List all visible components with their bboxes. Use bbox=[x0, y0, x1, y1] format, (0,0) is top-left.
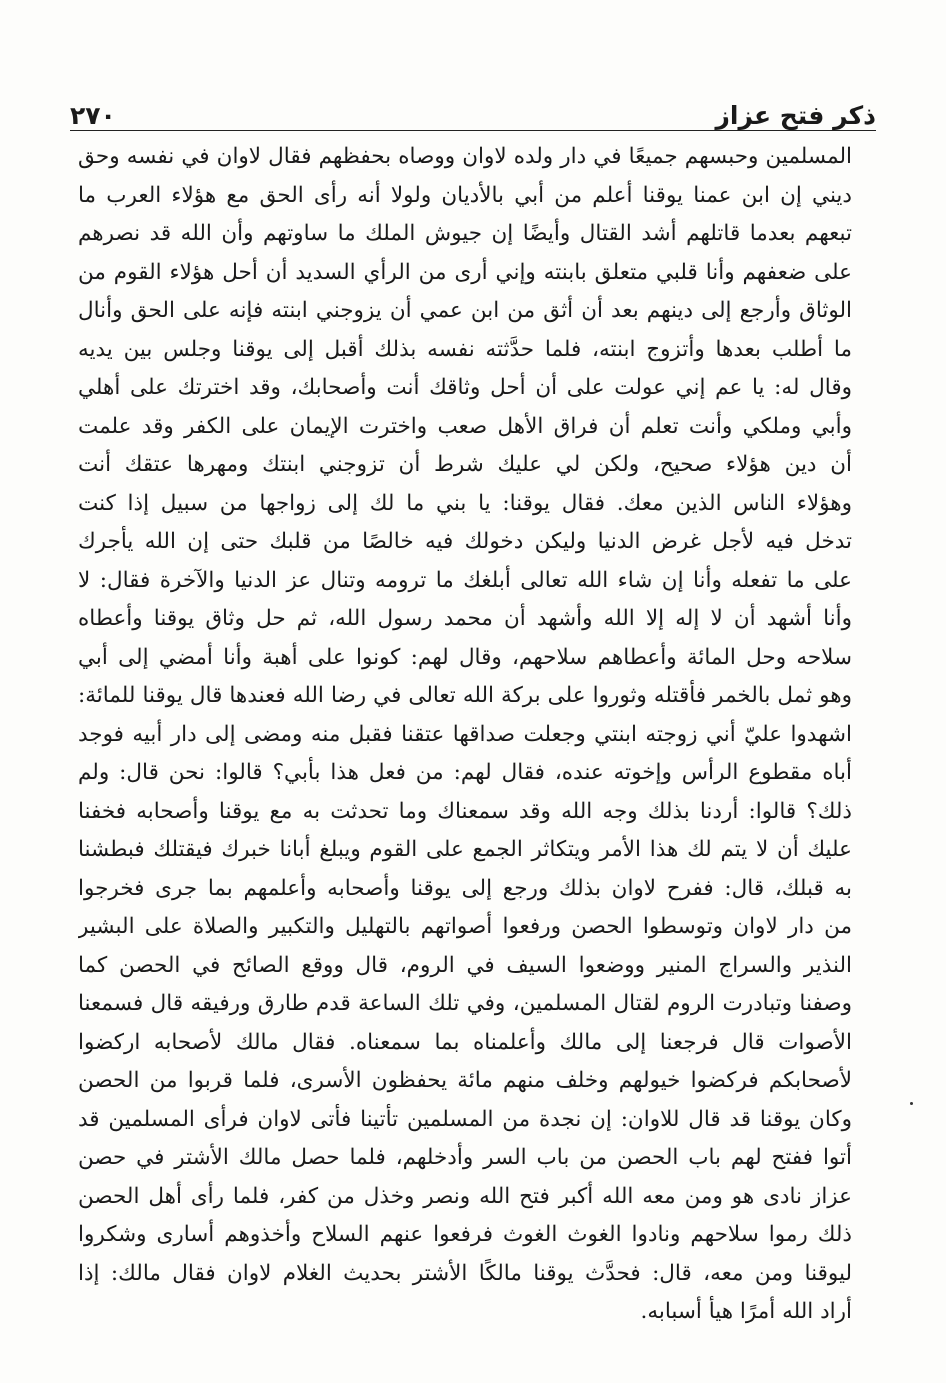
header-rule bbox=[70, 130, 876, 131]
text-line: وصفنا وتبادرت الروم لقتال المسلمين، وفي تلك الساعة قدم طارق ورفيقه قال فسمعنا bbox=[78, 991, 852, 1016]
text-line: ذلك؟ قالوا: أردنا بذلك وجه الله وقد سمعناك وما تحدثت به مع يوقنا وأصحابه فخفنا bbox=[78, 798, 852, 824]
text-line: المسلمين وحبسهم جميعًا في دار ولده لاوان ووصاه بحفظهم فقال لاوان في نفسه وحق bbox=[78, 144, 852, 169]
page-number: ٢٧٠ bbox=[70, 101, 116, 130]
body-text bbox=[78, 138, 852, 1332]
text-line: النذير والسراج المنير ووضعوا السيف في الروم، قال ووقع الصائح في الحصن كما bbox=[78, 952, 852, 978]
text-line: تبعهم بعدما قاتلهم أشد القتال وأيضًا إن جيوش الملك ما ساوتهم وأن الله قد نصرهم bbox=[78, 221, 852, 246]
text-line: تدخل فيه لأجل غرض الدنيا وليكن دخولك فيه خالصًا من قلبك حتى إن الله يأجرك bbox=[78, 529, 852, 554]
text-line: الأصوات قال فرجعنا إلى مالك وأعلمناه بما سمعناه. فقال مالك لأصحابه اركضوا bbox=[78, 1029, 852, 1055]
text-line: سلاحه وحل المائة وأعطاهم سلاحهم، وقال لهم: كونوا على أهبة وأنا أمضي إلى أبي bbox=[78, 644, 852, 670]
text-line-last: أراد الله أمرًا هيأ أسبابه. bbox=[640, 1299, 852, 1324]
text-line: لأصحابكم فركضوا خيولهم وخلف منهم مائة يحفظون الأسرى، فلما قربوا من الحصن bbox=[78, 1068, 852, 1093]
text-line: وكان يوقنا قد قال للاوان: إن نجدة من المسلمين تأتينا فأتى لاوان فرأى المسلمين قد bbox=[78, 1106, 852, 1132]
text-line: وهو ثمل بالخمر فأقتله وثوروا على بركة الله تعالى في رضا الله فعندها قال يوقنا للمائة: bbox=[78, 683, 852, 708]
text-line: وهؤلاء الناس الذين معك. فقال يوقنا: يا بني ما لك إلى زواجها من سبيل إذا كنت bbox=[78, 490, 852, 516]
text-line: على ما تفعله وأنا إن شاء الله تعالى أبلغك ما ترومه وتنال عز الدنيا والآخرة فقال: لا bbox=[78, 567, 852, 593]
text-line: ما أطلب بعدها وأتزوج ابنته، فلما حدَّثته نفسه بذلك أقبل إلى يوقنا وجلس بين يديه bbox=[78, 336, 852, 362]
text-line: وقال له: يا عم إني عولت على أن أحل وثاقك أنت وأصحابك، وقد اخترتك على أهلي bbox=[78, 375, 852, 400]
text-line: وأبي وملكي وأنت تعلم أن فراق الأهل صعب واخترت الإيمان على الكفر وقد علمت bbox=[78, 413, 852, 439]
running-title: ذكر فتح عزاز bbox=[715, 101, 876, 130]
text-line: عليك أن لا يتم لك هذا الأمر ويتكاثر الجمع على القوم ويبلغ أبانا خبرك فيقتلك فبطشنا bbox=[78, 837, 852, 862]
text-line: أتوا ففتح لهم باب الحصن من باب السر وأدخلهم، فلما حصل مالك الأشتر في حصن bbox=[78, 1145, 852, 1170]
text-line: على ضعفهم وأنا قلبي متعلق بابنته وإني أرى من الرأي السديد أن أحل هؤلاء القوم من bbox=[78, 259, 852, 285]
margin-speck bbox=[910, 1102, 913, 1105]
text-line: من دار لاوان وتوسطوا الحصن ورفعوا أصواتهم بالتهليل والتكبير والصلاة على البشير bbox=[78, 914, 852, 939]
text-line: ليوقنا ومن معه، قال: فحدَّث يوقنا مالكًا الأشتر بحديث الغلام لاوان فقال مالك: إذا bbox=[78, 1260, 852, 1286]
text-line: عزاز نادى هو ومن معه الله أكبر فتح الله ونصر وخذل من كفر، فلما رأى أهل الحصن bbox=[78, 1183, 852, 1209]
text-line: اشهدوا عليّ أني زوجته ابنتي وجعلت صداقها عتقنا فقبل منه ومضى إلى دار أبيه فوجد bbox=[78, 721, 852, 747]
text-line: ديني إن ابن عمنا يوقنا أعلم من أبي بالأديان ولولا أنه رأى الحق مع هؤلاء العرب ما bbox=[78, 182, 852, 208]
text-line: وأنا أشهد أن لا إله إلا الله وأشهد أن محمد رسول الله، ثم حل وثاق يوقنا وأعطاه bbox=[78, 606, 852, 631]
text-line: أباه مقطوع الرأس وإخوته عنده، فقال لهم: من فعل هذا بأبي؟ قالوا: نحن قال: ولم bbox=[78, 760, 852, 785]
text-line: به قبلك، قال: ففرح لاوان بذلك ورجع إلى يوقنا وأصحابه وأعلمهم بما جرى فخرجوا bbox=[78, 875, 852, 901]
page-header bbox=[70, 84, 876, 128]
text-line: أن دين هؤلاء صحيح، ولكن لي عليك شرط أن تزوجني ابنتك ومهرها عتقك أنت bbox=[78, 452, 852, 477]
text-line: الوثاق وأرجع إلى دينهم بعد أن أثق من ابن عمي أن يزوجني ابنته فإنه على الحق وأنال bbox=[78, 298, 852, 323]
text-line: ذلك رموا سلاحهم ونادوا الغوث الغوث فرفعوا عنهم السلاح وأخذوهم أسارى وشكروا bbox=[78, 1222, 852, 1247]
